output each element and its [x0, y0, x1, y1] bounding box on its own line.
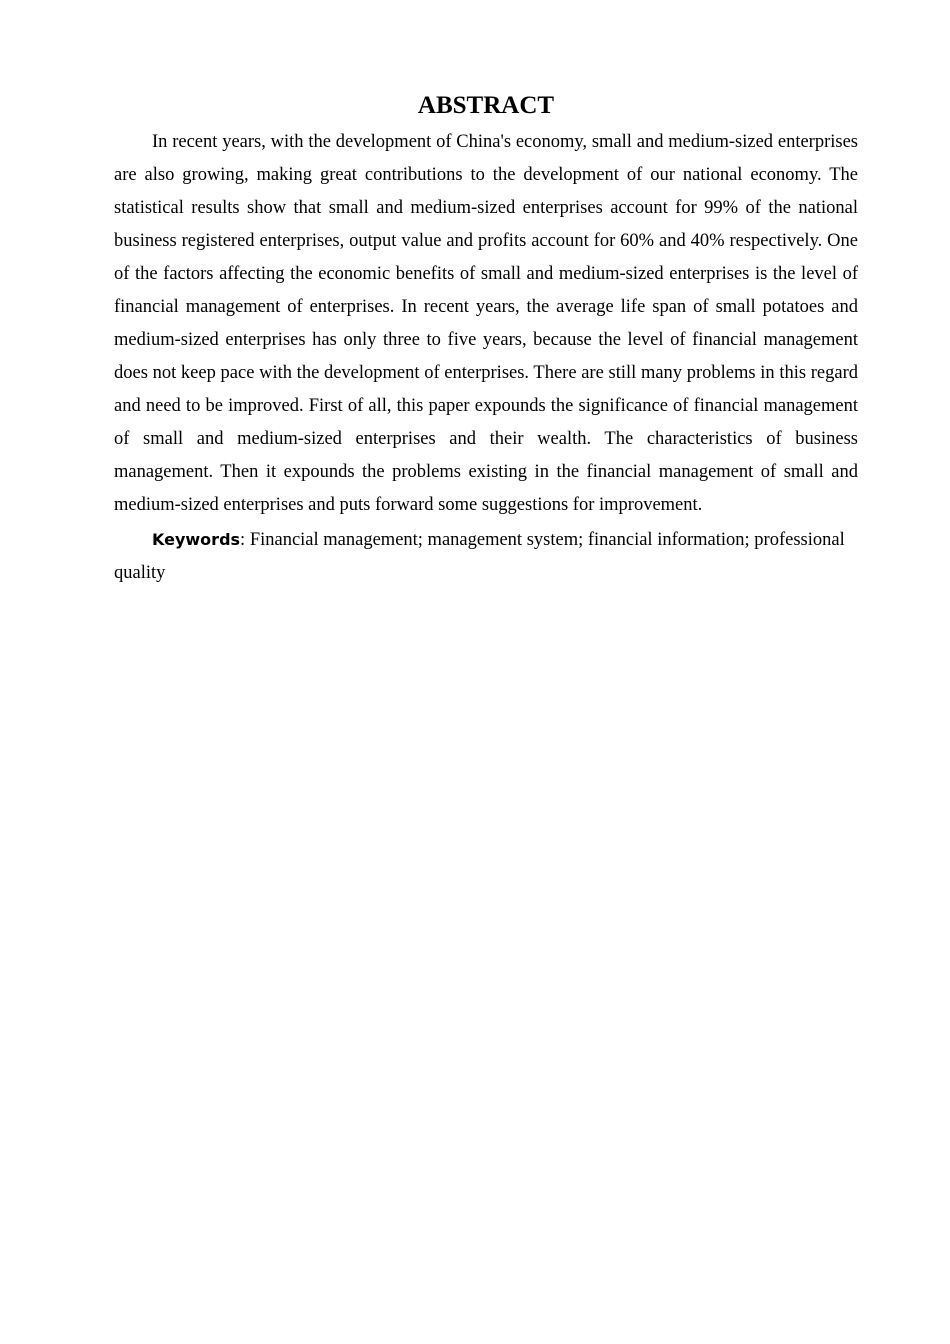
keywords-line — [114, 523, 858, 590]
abstract-title: ABSTRACT — [417, 92, 555, 119]
keywords-separator: : — [240, 530, 246, 550]
abstract-body: In recent years, with the development of China's economy, small and medium-sized enterprises are also growing, making great contributions to the development of our national economy. The statistical results show that small and medium-sized enterprises account for 99% of the national business registered enterprises, output value and profits account for 60% and 40% respectively. One of the factors affecting the economic benefits of small and medium-sized enterprises is the level of financial management of enterprises. In recent years, the average life span of small potatoes and medium-sized enterprises has only three to five years, because the level of financial management does not keep pace with the development of enterprises. There are still many problems in this regard and need to be improved. First of all, this paper expounds the significance of financial management of small and medium-sized enterprises and their wealth. The characteristics of business management. Then it expounds the problems existing in the financial management of small and medium-sized enterprises and puts forward some suggestions for improvement. — [114, 132, 858, 515]
keywords-text: Financial management; management system; financial information; professional quality — [114, 530, 845, 583]
abstract-section — [114, 86, 858, 590]
keywords-label: Keywords — [152, 530, 241, 549]
